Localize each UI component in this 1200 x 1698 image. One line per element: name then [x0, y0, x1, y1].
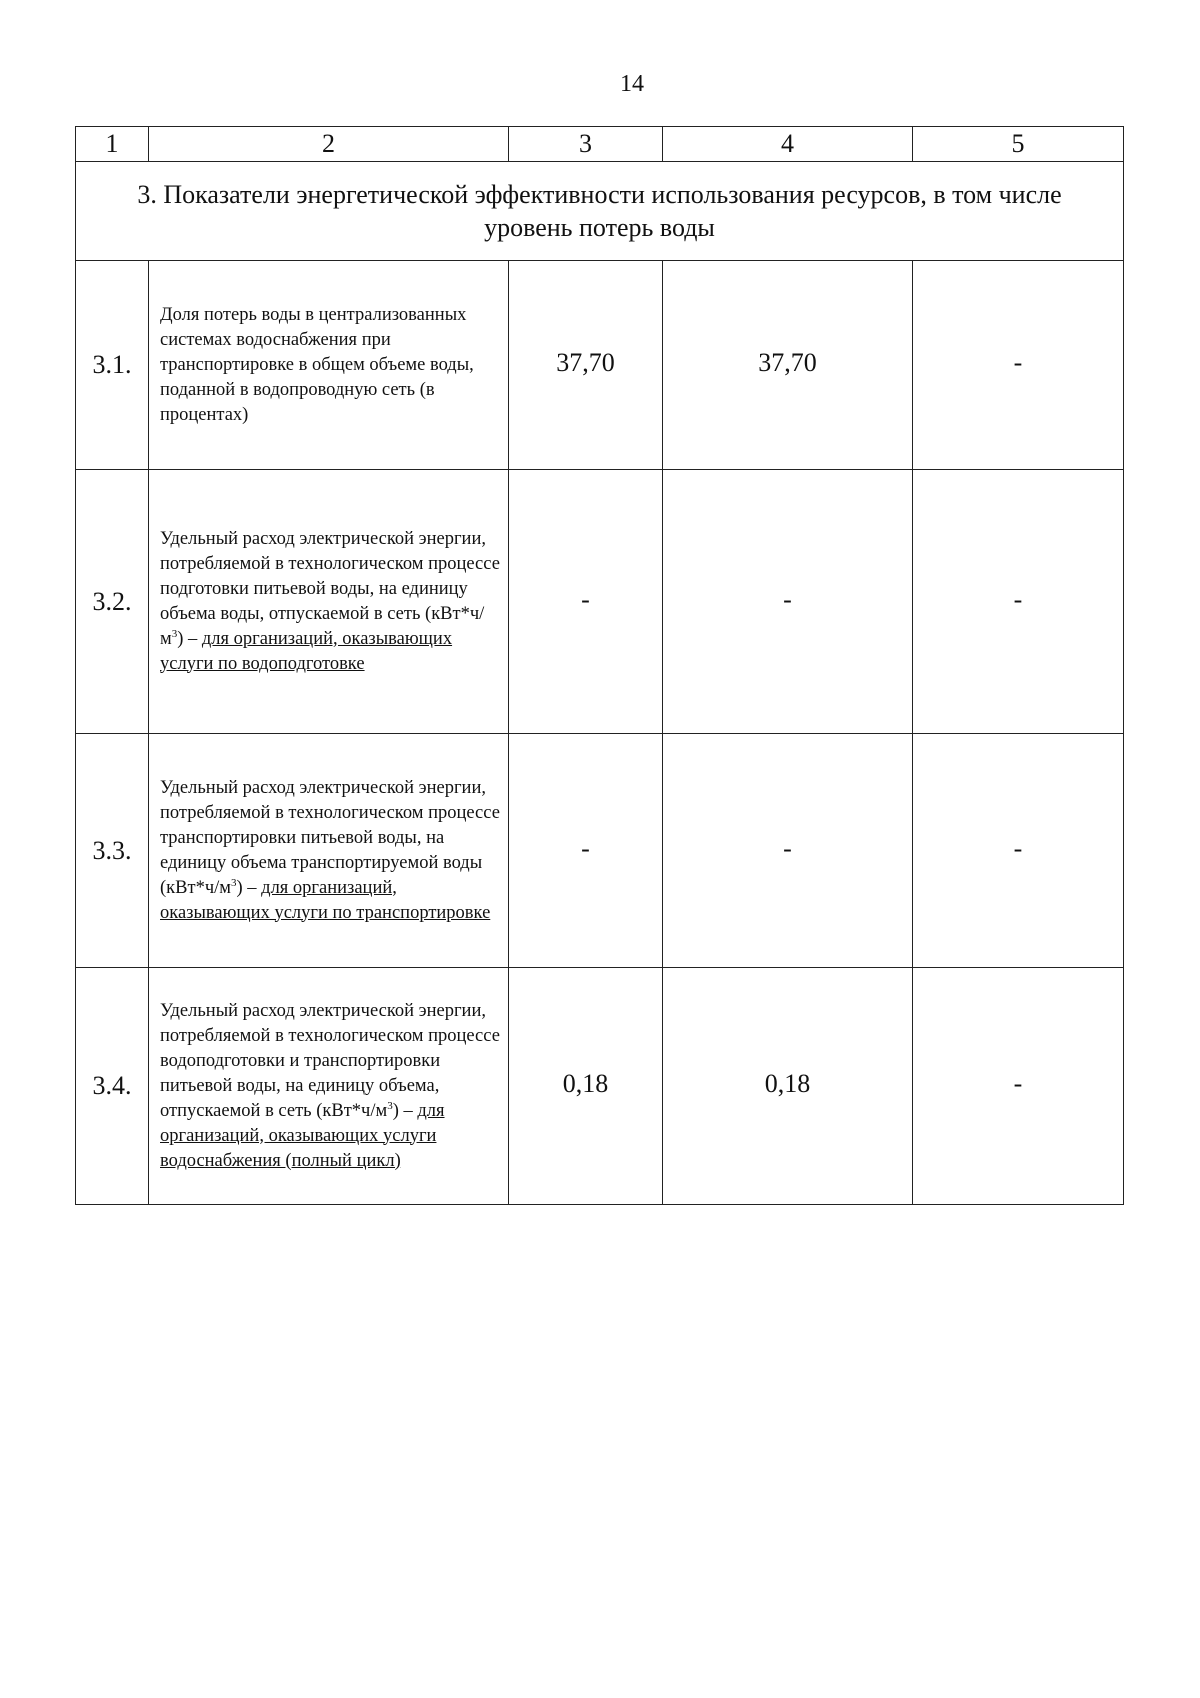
row-value-col4: 0,18 — [663, 968, 913, 1205]
row-value-col4: - — [663, 470, 913, 734]
description-underlined-note: для организаций, оказывающих услуги по водоподготовке — [160, 628, 453, 674]
row-description — [149, 470, 509, 734]
column-number-3: 3 — [509, 127, 663, 162]
description-text-tail: ) – — [236, 877, 262, 898]
column-number-1: 1 — [76, 127, 149, 162]
row-number: 3.1. — [76, 261, 149, 470]
section-heading-row — [76, 162, 1124, 261]
row-description: Доля потерь воды в централизованных системах водоснабжения при транспортировке в общем объеме воды, поданной в водопроводную сеть (в процентах) — [149, 261, 509, 470]
row-value-col5: - — [913, 261, 1124, 470]
column-number-5: 5 — [913, 127, 1124, 162]
row-number: 3.3. — [76, 734, 149, 968]
table-row — [76, 470, 1124, 734]
table-row — [76, 734, 1124, 968]
row-value-col3: - — [509, 734, 663, 968]
table-row — [76, 261, 1124, 470]
table-row — [76, 968, 1124, 1205]
column-number-4: 4 — [663, 127, 913, 162]
unit-superscript: 3 — [387, 1099, 393, 1112]
unit-superscript: 3 — [230, 876, 237, 889]
unit-superscript: 3 — [171, 627, 178, 640]
description-text: Удельный расход электрической энергии, потребляемой в технологическом процессе подготовки питьевой воды, на единицу объема воды, отпускаемой в сеть (кВт*ч/м — [160, 528, 500, 649]
row-value-col5: - — [913, 968, 1124, 1205]
indicators-table — [75, 126, 1124, 1205]
row-value-col3: - — [509, 470, 663, 734]
description-text: Удельный расход электрической энергии, потребляемой в технологическом процессе водоподготовки и транспортировки питьевой воды, на единицу объема, отпускаемой в сеть (кВт*ч/м — [160, 1000, 500, 1121]
row-description — [149, 968, 509, 1205]
section-title: 3. Показатели энергетической эффективности использования ресурсов, в том числе уровень потерь воды — [76, 162, 1124, 261]
row-number: 3.2. — [76, 470, 149, 734]
row-value-col5: - — [913, 470, 1124, 734]
row-value-col3: 0,18 — [509, 968, 663, 1205]
row-value-col4: 37,70 — [663, 261, 913, 470]
description-underlined-note: для организаций, оказывающих услуги по транспортировке — [160, 877, 491, 923]
description-text-tail: ) – — [177, 628, 202, 649]
description-underlined-note: для организаций, оказывающих услуги водоснабжения (полный цикл) — [160, 1100, 445, 1171]
description-text: Удельный расход электрической энергии, потребляемой в технологическом процессе транспортировки питьевой воды, на единицу объема транспортируемой воды (кВт*ч/м — [160, 777, 500, 898]
column-number-row — [76, 127, 1124, 162]
column-number-2: 2 — [149, 127, 509, 162]
row-description — [149, 734, 509, 968]
row-value-col3: 37,70 — [509, 261, 663, 470]
row-value-col5: - — [913, 734, 1124, 968]
row-number: 3.4. — [76, 968, 149, 1205]
row-value-col4: - — [663, 734, 913, 968]
page-number: 14 — [620, 71, 644, 97]
description-text-tail: ) – — [392, 1100, 418, 1121]
